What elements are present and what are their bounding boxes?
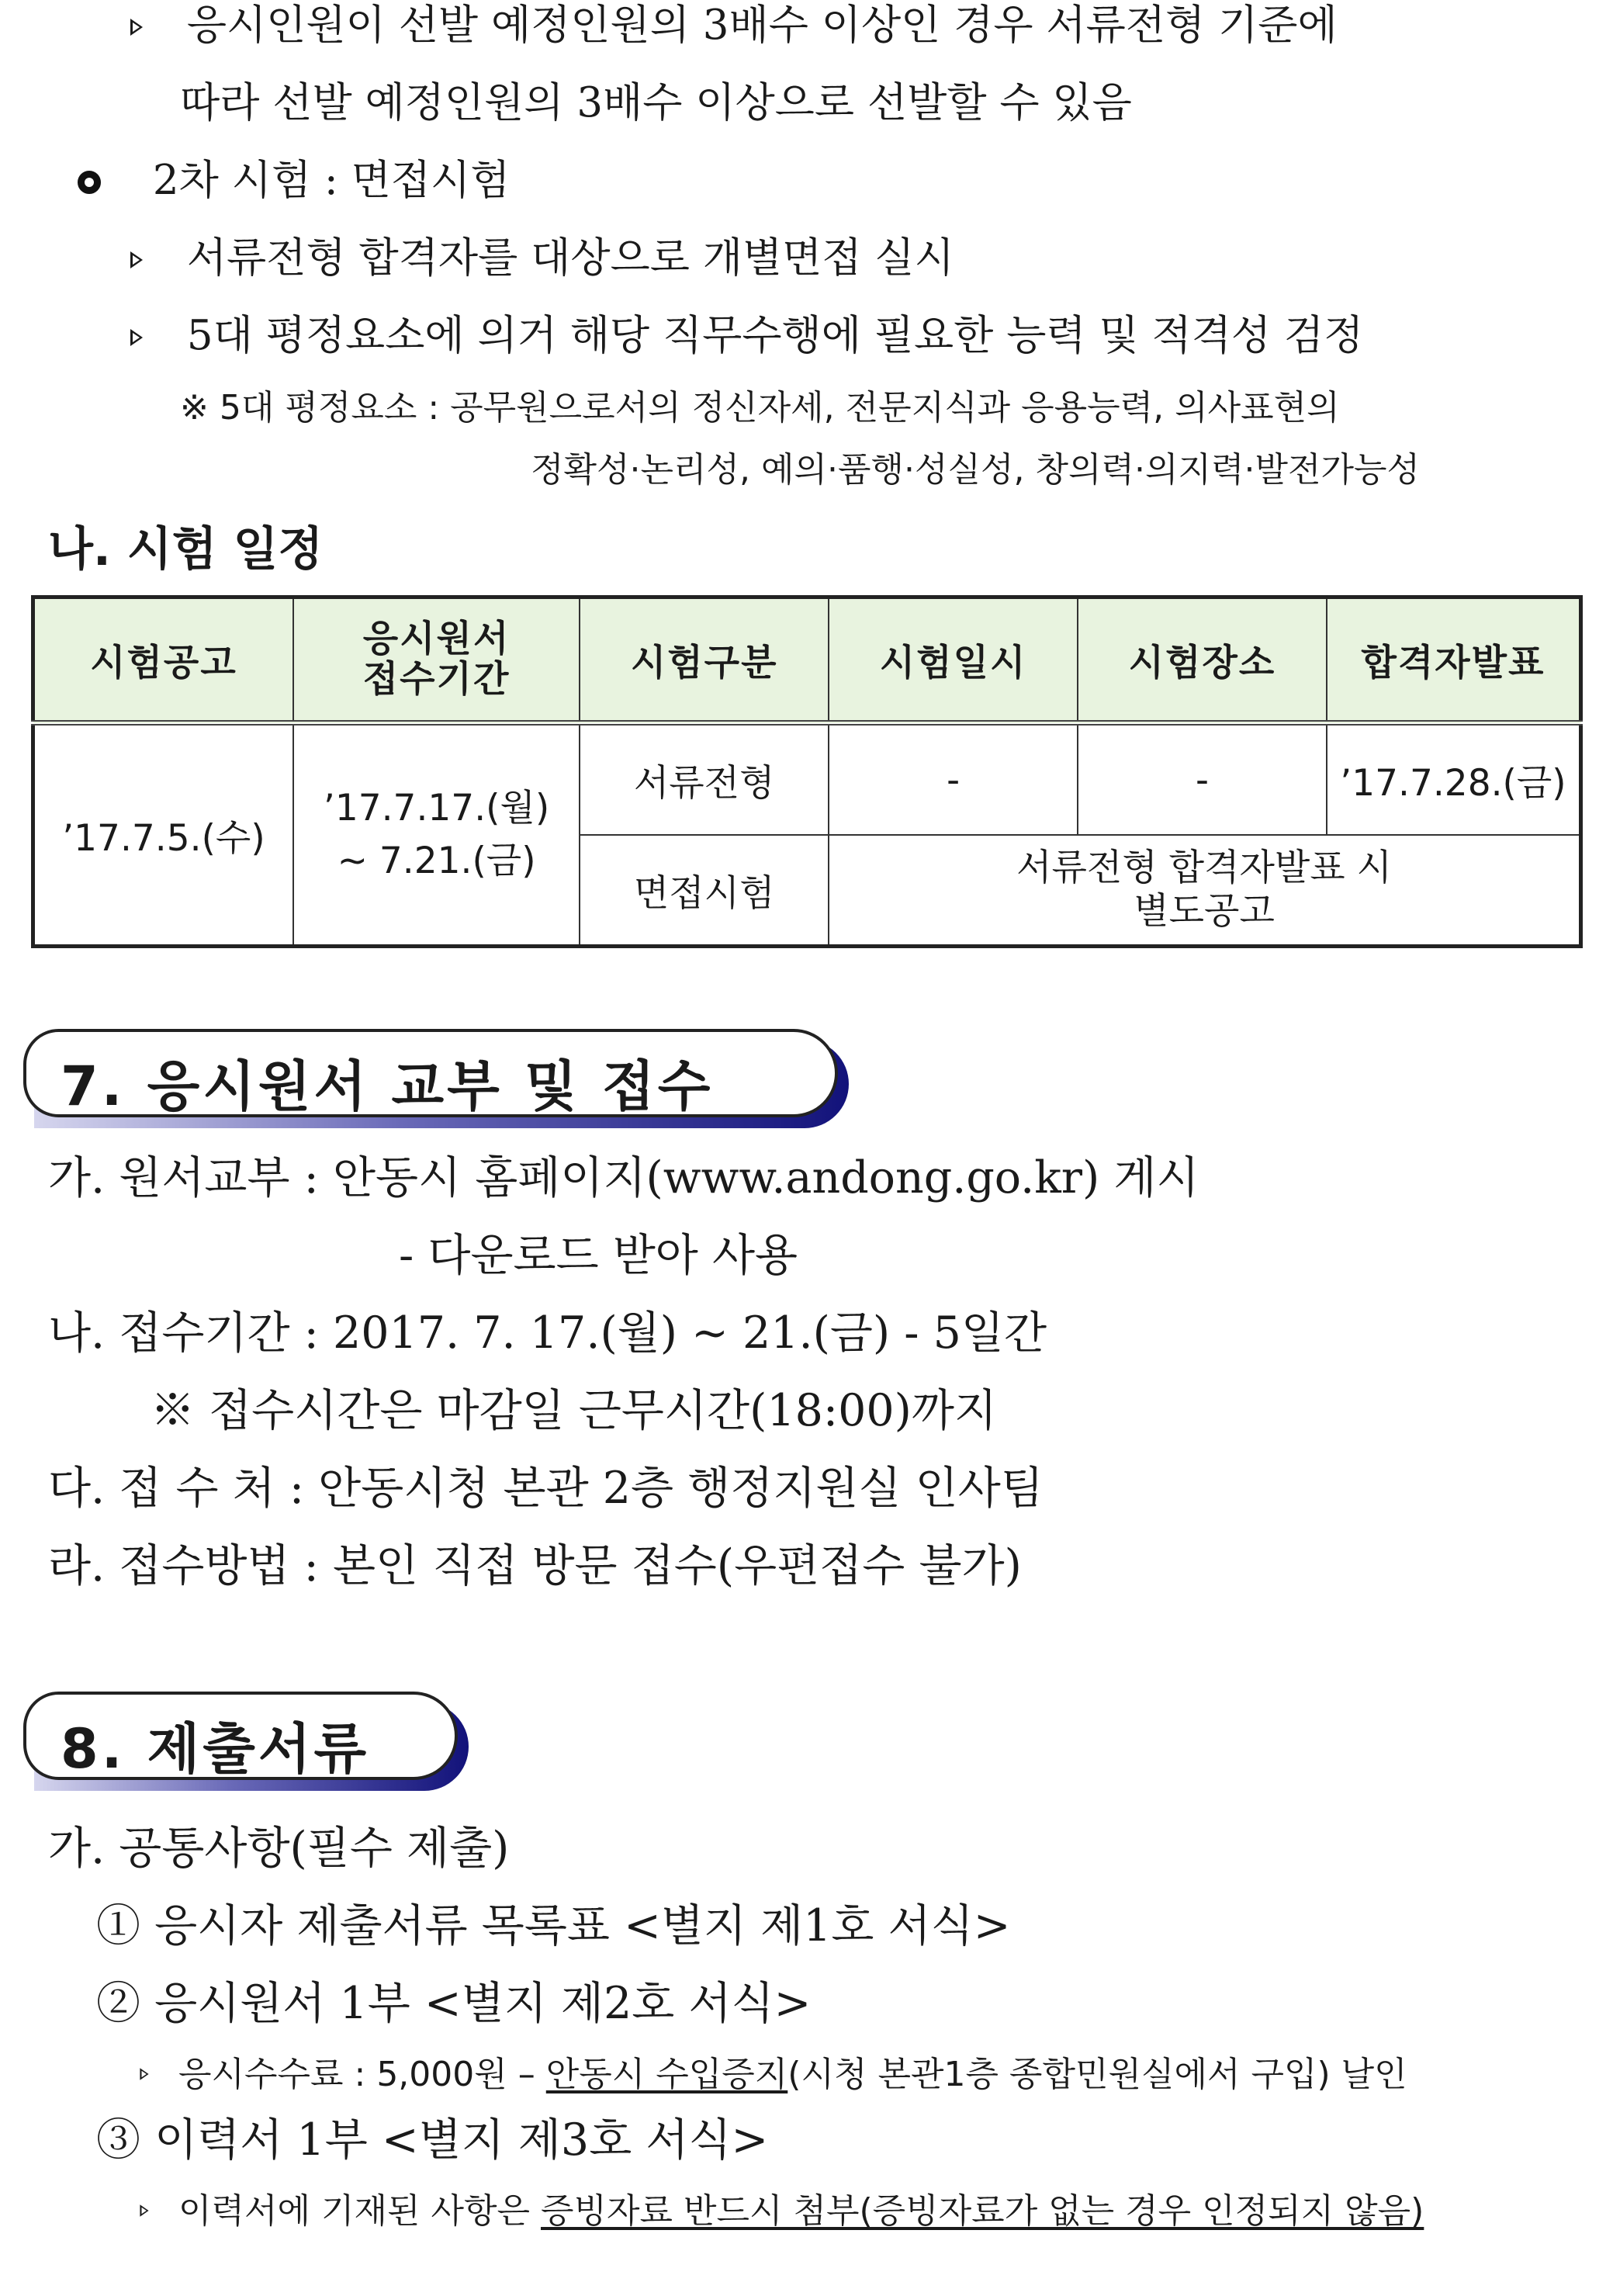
header-period-line1: 응시원서 bbox=[362, 618, 511, 661]
header-period-line2: 접수기간 bbox=[362, 658, 511, 701]
document-item-1: ① 응시자 제출서류 목록표 <별지 제1호 서식> bbox=[96, 1900, 1011, 1951]
section7-item-c: 다. 접 수 처 : 안동시청 본관 2층 행정지원실 인사팀 bbox=[48, 1463, 1044, 1514]
fee-note-post: (시청 본관1층 종합민원실에서 구입) 날인 bbox=[787, 2055, 1407, 2094]
exam-line1-row bbox=[130, 2, 1338, 49]
section7-item-b: 나. 접수기간 : 2017. 7. 17.(월) ~ 21.(금) - 5일간 bbox=[48, 1307, 1047, 1359]
header-type: 시험구분 bbox=[580, 597, 829, 723]
section8-banner bbox=[23, 1692, 458, 1780]
row2-merged bbox=[829, 835, 1580, 947]
header-result: 합격자발표 bbox=[1327, 597, 1581, 723]
triangle-bullet-icon bbox=[130, 251, 143, 268]
schedule-table bbox=[31, 595, 1583, 948]
header-date: 시험일시 bbox=[829, 597, 1078, 723]
triangle-bullet-icon bbox=[130, 19, 143, 36]
document-item-2: ② 응시원서 1부 <별지 제2호 서식> bbox=[96, 1978, 812, 2029]
section7-item-d: 라. 접수방법 : 본인 직접 방문 접수(우편접수 불가) bbox=[48, 1540, 1022, 1591]
section7-item-a: 가. 원서교부 : 안동시 홈페이지(www.andong.go.kr) 게시 bbox=[48, 1152, 1199, 1203]
document-item-3: ③ 이력서 1부 <별지 제3호 서식> bbox=[96, 2114, 769, 2166]
circle-bullet-icon bbox=[78, 171, 101, 194]
row2-type: 면접시험 bbox=[580, 835, 829, 947]
section8-item-a: 가. 공통사항(필수 제출) bbox=[48, 1823, 510, 1874]
row1-type: 서류전형 bbox=[580, 723, 829, 836]
row1-date: - bbox=[829, 723, 1078, 836]
triangle-bullet-icon bbox=[130, 329, 143, 346]
period-line2: ~ 7.21.(금) bbox=[337, 840, 536, 882]
fee-note bbox=[138, 2055, 1407, 2094]
exam-bullet2-row bbox=[130, 312, 1364, 359]
header-announce: 시험공고 bbox=[33, 597, 293, 723]
fee-note-pre: 응시수수료 : 5,000원 – bbox=[178, 2055, 546, 2094]
section7-title: 7. 응시원서 교부 및 접수 bbox=[61, 1054, 714, 1118]
row2-merged-line2: 별도공고 bbox=[1134, 890, 1275, 933]
fee-note-stamp: 안동시 수입증지 bbox=[545, 2055, 788, 2094]
header-place: 시험장소 bbox=[1078, 597, 1327, 723]
section7-item-a-sub: - 다운로드 받아 사용 bbox=[399, 1230, 798, 1281]
resume-note-pre: 이력서에 기재된 사항은 bbox=[178, 2191, 541, 2231]
evaluation-note-line2: 정확성·논리성, 예의·품행·성실성, 창의력·의지력·발전가능성 bbox=[531, 450, 1420, 490]
announce-cell: ’17.7.5.(수) bbox=[33, 723, 293, 947]
exam-bullet1-row bbox=[130, 234, 954, 282]
schedule-title: 나. 시험 일정 bbox=[48, 522, 324, 577]
triangle-bullet-icon bbox=[140, 2068, 148, 2080]
period-line1: ’17.7.17.(월) bbox=[323, 786, 550, 829]
row1-place: - bbox=[1078, 723, 1327, 836]
second-exam-title: 2차 시험 : 면접시험 bbox=[152, 157, 511, 204]
row1-result: ’17.7.28.(금) bbox=[1327, 723, 1581, 836]
exam-line2: 따라 선발 예정인원의 3배수 이상으로 선발할 수 있음 bbox=[180, 79, 1132, 126]
table-row bbox=[33, 723, 1581, 836]
triangle-bullet-icon bbox=[140, 2204, 148, 2216]
exam-bullet2: 5대 평정요소에 의거 해당 직무수행에 필요한 능력 및 적격성 검정 bbox=[186, 312, 1364, 359]
resume-note bbox=[138, 2191, 1424, 2231]
table-header-row bbox=[33, 597, 1581, 723]
exam-line1: 응시인원이 선발 예정인원의 3배수 이상인 경우 서류전형 기준에 bbox=[186, 2, 1338, 49]
exam-bullet1: 서류전형 합격자를 대상으로 개별면접 실시 bbox=[186, 234, 954, 282]
second-exam-row bbox=[78, 157, 511, 204]
section7-item-b-note: ※ 접수시간은 마감일 근무시간(18:00)까지 bbox=[151, 1385, 997, 1436]
period-cell bbox=[293, 723, 580, 947]
resume-note-evidence: 증빙자료 반드시 첨부(증빙자료가 없는 경우 인정되지 않음) bbox=[541, 2191, 1424, 2231]
evaluation-note-line1: ※ 5대 평정요소 : 공무원으로서의 정신자세, 전문지식과 응용능력, 의사표현의 bbox=[180, 388, 1340, 428]
section7-banner bbox=[23, 1029, 838, 1117]
section8-title: 8. 제출서류 bbox=[61, 1717, 370, 1781]
row2-merged-line1: 서류전형 합격자발표 시 bbox=[1016, 846, 1393, 889]
header-period bbox=[293, 597, 580, 723]
